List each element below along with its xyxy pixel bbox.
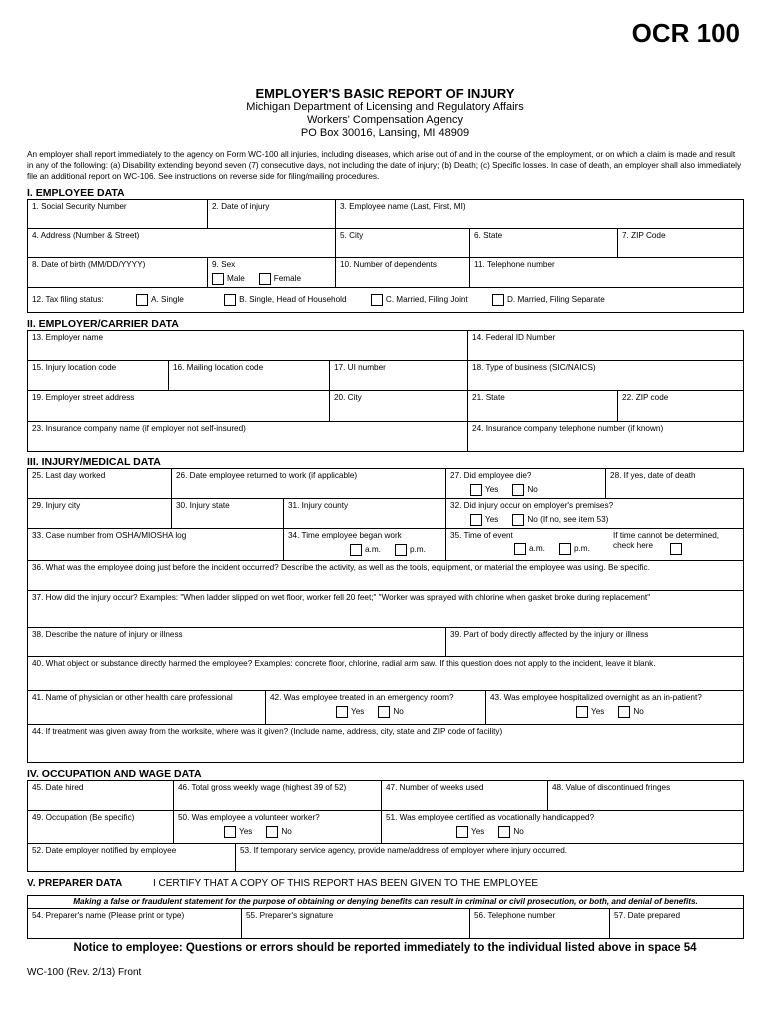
label: 27. Did employee die? [450,471,532,480]
employee-grid [27,199,743,313]
pm-label: p.m. [573,544,590,553]
label: 34. Time employee began work [288,531,402,540]
label: 17. UI number [334,363,386,372]
event-pm-checkbox[interactable] [559,543,571,555]
tax-single-checkbox[interactable] [136,294,148,306]
male-checkbox[interactable] [212,273,224,285]
section-occupation: IV. OCCUPATION AND WAGE DATA [27,768,202,780]
handicapped-yes-checkbox[interactable] [456,826,468,838]
employer-grid [27,330,743,452]
label: 23. Insurance company name (if employer not self-insured) [32,424,246,433]
time-undetermined-note: If time cannot be determined, check here [613,531,720,550]
label: 33. Case number from OSHA/MIOSHA log [32,531,187,540]
male-label: Male [227,274,245,283]
field-13-employer-name[interactable] [28,331,468,361]
field-9-sex [208,258,336,288]
tax-married-joint-checkbox[interactable] [371,294,383,306]
tax-single-label: A. Single [151,295,184,304]
field-16-mailing-location-code[interactable] [169,361,330,391]
label: 38. Describe the nature of injury or illness [32,630,183,639]
field-8-dob[interactable] [28,258,208,288]
label: 7. ZIP Code [622,231,666,240]
label: 36. What was the employee doing just before the incident occurred? Describe the activity, as well as the tools, equipment, or material the employee was using. Be specific. [32,563,650,572]
field-31-injury-county[interactable] [284,499,446,529]
agency-address: PO Box 30016, Lansing, MI 48909 [300,127,470,139]
no-label: No (If no, see item 53) [527,515,609,524]
field-12-tax-status [28,288,744,313]
field-19-employer-street[interactable] [28,391,330,422]
field-44-treatment-location[interactable] [28,725,744,763]
label: 3. Employee name (Last, First, MI) [340,202,466,211]
yes-label: Yes [485,515,499,524]
field-33-case-number[interactable] [28,529,284,561]
tax-married-joint-label: C. Married, Filing Joint [385,295,468,304]
died-yes-checkbox[interactable] [470,484,482,496]
field-34-time-began-work [284,529,446,561]
section-injury: III. INJURY/MEDICAL DATA [27,456,161,468]
label: 52. Date employer notified by employee [32,846,177,855]
agency-name: Michigan Department of Licensing and Regulatory Affairs [246,101,524,113]
label: 37. How did the injury occur? Examples: "When ladder slipped on wet floor, worker fell 20 feet;" "Worker was sprayed with chlorine when gasket broke during replacement" [32,593,651,602]
label: 47. Number of weeks used [386,783,484,792]
preparer-header [27,878,538,889]
yes-label: Yes [591,707,605,716]
field-11-telephone[interactable] [470,258,744,288]
field-29-injury-city[interactable] [28,499,172,529]
yes-label: Yes [239,827,253,836]
label: 10. Number of dependents [340,260,437,269]
field-4-address[interactable] [28,229,336,258]
form-revision-footer: WC-100 (Rev. 2/13) Front [27,967,142,978]
label: 12. Tax filing status: [32,295,104,304]
field-37-how-injury-occurred[interactable] [28,591,744,628]
label: 49. Occupation (Be specific) [32,813,135,822]
field-45-date-hired[interactable] [28,781,174,811]
field-43-hospitalized [486,691,744,725]
er-no-checkbox[interactable] [378,706,390,718]
label: 48. Value of discontinued fringes [552,783,671,792]
handicapped-no-checkbox[interactable] [498,826,510,838]
field-42-emergency-room [266,691,486,725]
label: 20. City [334,393,362,402]
field-54-preparer-name[interactable] [28,909,242,939]
female-checkbox[interactable] [259,273,271,285]
field-51-handicapped [382,811,744,844]
field-7-zip[interactable] [618,229,744,258]
field-50-volunteer [174,811,382,844]
label: 14. Federal ID Number [472,333,556,342]
volunteer-no-checkbox[interactable] [266,826,278,838]
label: 15. Injury location code [32,363,117,372]
agency-subname: Workers' Compensation Agency [307,114,463,126]
no-label: No [513,827,524,836]
label: 43. Was employee hospitalized overnight as an in-patient? [490,693,702,702]
tax-married-separate-checkbox[interactable] [492,294,504,306]
label: 29. Injury city [32,501,81,510]
certify-statement: I CERTIFY THAT A COPY OF THIS REPORT HAS BEEN GIVEN TO THE EMPLOYEE [152,878,539,889]
label: 46. Total gross weekly wage (highest 39 of 52) [178,783,347,792]
field-39-body-part[interactable] [446,628,744,657]
label: 30. Injury state [176,501,230,510]
yes-label: Yes [351,707,365,716]
label: 44. If treatment was given away from the worksite, where was it given? (Include name, address, city, state and ZIP code of facility) [32,727,503,736]
label: 55. Preparer's signature [246,911,334,920]
label: 40. What object or substance directly harmed the employee? Examples: concrete floor, chlorine, radial arm saw. If this question does not apply to the incident, leave it blank. [32,659,656,668]
label: 2. Date of injury [212,202,270,211]
field-38-nature-of-injury[interactable] [28,628,446,657]
label: 22. ZIP code [622,393,669,402]
injury-grid [27,468,743,763]
field-49-occupation[interactable] [28,811,174,844]
field-3-employee-name[interactable] [336,200,744,229]
label: 5. City [340,231,364,240]
label: 41. Name of physician or other health care professional [32,693,233,702]
label: 9. Sex [212,260,236,269]
label: 6. State [474,231,503,240]
field-32-on-premises [446,499,744,529]
intro-paragraph: An employer shall report immediately to the agency on Form WC-100 all injuries, including diseases, which arise out of and in the course of the employment, or on which a claim is made and result in any of the following: (a) Disability extending beyond seven (7) consecutive days, not including the date of injury; (b) Death; (c) Specific losses. In case of death, an employer shall also immediately file an additional report on WC-106. See instructions on reverse side for filing/mailing procedures. [27,150,742,181]
label: 18. Type of business (SIC/NAICS) [472,363,596,372]
began-pm-checkbox[interactable] [395,544,407,556]
field-5-city[interactable] [336,229,470,258]
hospital-yes-checkbox[interactable] [576,706,588,718]
field-18-business-type[interactable] [468,361,744,391]
field-35-time-of-event [446,529,744,561]
label: 8. Date of birth (MM/DD/YYYY) [32,260,146,269]
field-21-state[interactable] [468,391,618,422]
am-label: a.m. [365,545,381,554]
yes-label: Yes [485,485,499,494]
label: 28. If yes, date of death [610,471,696,480]
field-24-insurance-phone[interactable] [468,422,744,452]
label: 45. Date hired [32,783,84,792]
label: 13. Employer name [32,333,103,342]
preparer-grid [27,895,743,939]
field-15-injury-location-code[interactable] [28,361,169,391]
field-36-activity[interactable] [28,561,744,591]
label: 54. Preparer's name (Please print or type) [32,911,185,920]
field-41-physician[interactable] [28,691,266,725]
field-53-temp-agency[interactable] [236,844,744,872]
notice-to-employee: Notice to employee: Questions or errors should be reported immediately to the individual listed above in space 54 [73,942,697,954]
tax-head-household-checkbox[interactable] [224,294,236,306]
section-employer: II. EMPLOYER/CARRIER DATA [27,318,179,330]
tax-married-separate-label: D. Married, Filing Separate [507,295,605,304]
label: 42. Was employee treated in an emergency room? [270,693,454,702]
field-57-date-prepared[interactable] [610,909,744,939]
field-48-fringes[interactable] [548,781,744,811]
label: 1. Social Security Number [32,202,127,211]
label: 19. Employer street address [32,393,135,402]
label: 53. If temporary service agency, provide name/address of employer where injury occurred. [240,846,568,855]
field-22-zip[interactable] [618,391,744,422]
label: 50. Was employee a volunteer worker? [178,813,320,822]
field-25-last-day-worked[interactable] [28,469,172,499]
label: 51. Was employee certified as vocationally handicapped? [386,813,595,822]
label: 4. Address (Number & Street) [32,231,140,240]
field-17-ui-number[interactable] [330,361,468,391]
no-label: No [633,707,644,716]
er-yes-checkbox[interactable] [336,706,348,718]
label: 39. Part of body directly affected by the injury or illness [450,630,649,639]
field-52-date-notified[interactable] [28,844,236,872]
tax-head-household-label: B. Single, Head of Household [239,295,347,304]
field-23-insurance-company[interactable] [28,422,468,452]
event-am-checkbox[interactable] [514,543,526,555]
label: 35. Time of event [450,531,513,540]
field-46-weekly-wage[interactable] [174,781,382,811]
pm-label: p.m. [409,545,426,554]
section-employee: I. EMPLOYEE DATA [27,187,125,199]
label: 56. Telephone number [474,911,556,920]
label: 25. Last day worked [32,471,106,480]
label: 21. State [472,393,505,402]
label: 24. Insurance company telephone number (if known) [472,424,664,433]
label: 11. Telephone number [474,260,555,269]
premises-no-checkbox[interactable] [512,514,524,526]
label: 57. Date prepared [614,911,680,920]
field-28-date-of-death[interactable] [606,469,744,499]
label: 16. Mailing location code [173,363,264,372]
began-am-checkbox[interactable] [350,544,362,556]
no-label: No [527,485,538,494]
field-55-preparer-signature[interactable] [242,909,470,939]
field-6-state[interactable] [470,229,618,258]
field-30-injury-state[interactable] [172,499,284,529]
field-47-weeks-used[interactable] [382,781,548,811]
field-27-did-employee-die [446,469,606,499]
field-10-dependents[interactable] [336,258,470,288]
field-14-federal-id[interactable] [468,331,744,361]
label: 31. Injury county [288,501,349,510]
field-1-ssn[interactable] [28,200,208,229]
fraud-warning: Making a false or fraudulent statement for the purpose of obtaining or denying benefits can result in criminal or civil prosecution, or both, and denial of benefits. [28,896,744,909]
hospital-no-checkbox[interactable] [618,706,630,718]
time-undetermined-checkbox[interactable] [670,543,682,555]
died-no-checkbox[interactable] [512,484,524,496]
field-56-telephone[interactable] [470,909,610,939]
form-title: EMPLOYER'S BASIC REPORT OF INJURY [255,86,515,101]
no-label: No [281,827,292,836]
label: 32. Did injury occur on employer's premises? [450,501,614,510]
premises-yes-checkbox[interactable] [470,514,482,526]
occupation-grid [27,780,743,872]
field-26-date-returned[interactable] [172,469,446,499]
yes-label: Yes [471,827,485,836]
female-label: Female [273,274,302,283]
no-label: No [393,707,404,716]
field-2-date-of-injury[interactable] [208,200,336,229]
field-20-city[interactable] [330,391,468,422]
volunteer-yes-checkbox[interactable] [224,826,236,838]
section-preparer: V. PREPARER DATA [27,878,123,889]
label: 26. Date employee returned to work (if applicable) [176,471,358,480]
am-label: a.m. [529,544,545,553]
form-code: OCR 100 [631,18,740,48]
field-40-object-substance[interactable] [28,657,744,691]
